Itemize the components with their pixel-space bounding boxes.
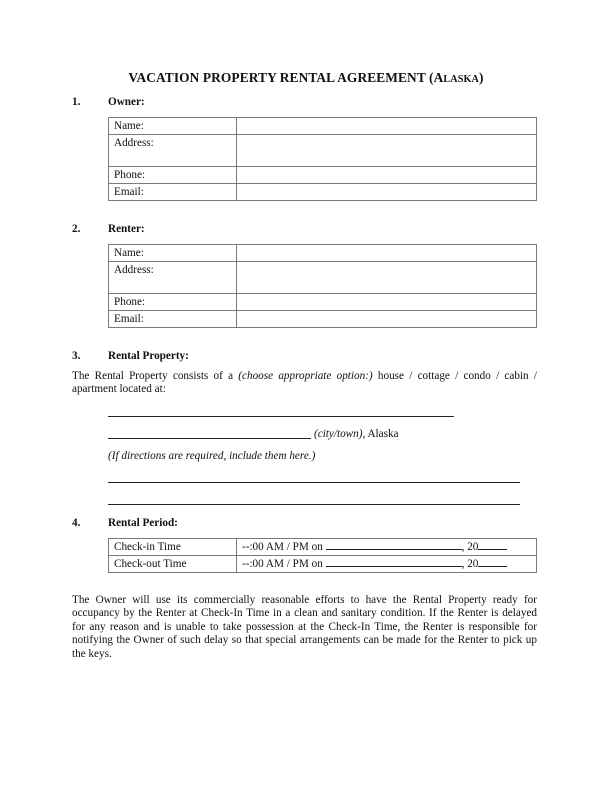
checkin-time-text: --:00 AM / PM on — [242, 541, 323, 553]
city-town-label: (city/town), — [314, 428, 366, 440]
rental-period-table — [108, 538, 537, 573]
directions-line-2[interactable] — [108, 504, 520, 505]
checkout-year-blank[interactable] — [478, 556, 507, 567]
section-2-number: 2. — [72, 223, 81, 235]
owner-heading: Owner: — [108, 96, 145, 108]
renter-phone-label: Phone: — [109, 294, 237, 311]
owner-phone-label: Phone: — [109, 167, 237, 184]
checkin-paragraph: The Owner will use its commercially reasonable efforts to have the Rental Property ready for occupancy by the Renter at Check-In Time in a clean and sanitary condition. If the Renter is delayed for any reason and is unable to take possession at the Check-In Time, the Renter is responsible for notifying the Owner of such delay so that special arrangements can be made for the Renter to pick up the keys. — [72, 594, 537, 660]
renter-email-label: Email: — [109, 311, 237, 328]
renter-address-row — [109, 262, 537, 294]
owner-email-row — [109, 184, 537, 201]
document-title — [0, 70, 612, 86]
owner-email-label: Email: — [109, 184, 237, 201]
renter-heading: Renter: — [108, 223, 145, 235]
checkin-year-prefix: , 20 — [461, 541, 479, 553]
owner-table — [108, 117, 537, 201]
owner-phone-field[interactable] — [237, 167, 537, 184]
owner-name-field[interactable] — [237, 118, 537, 135]
checkout-label: Check-out Time — [109, 556, 237, 573]
property-intro: The Rental Property consists of a — [72, 370, 239, 382]
renter-address-label: Address: — [109, 262, 237, 294]
checkin-field[interactable] — [237, 539, 537, 556]
directions-note: (If directions are required, include them here.) — [108, 450, 316, 462]
title-state-rest: LASKA — [443, 74, 480, 85]
renter-email-row — [109, 311, 537, 328]
checkin-year-blank[interactable] — [478, 539, 507, 550]
renter-name-field[interactable] — [237, 245, 537, 262]
section-1-number: 1. — [72, 96, 81, 108]
renter-phone-field[interactable] — [237, 294, 537, 311]
property-instruction: (choose appropriate option:) — [238, 370, 373, 382]
checkout-year-prefix: , 20 — [461, 558, 479, 570]
renter-name-row — [109, 245, 537, 262]
checkout-time-text: --:00 AM / PM on — [242, 558, 323, 570]
checkin-row — [109, 539, 537, 556]
renter-email-field[interactable] — [237, 311, 537, 328]
checkout-field[interactable] — [237, 556, 537, 573]
checkin-date-blank[interactable] — [326, 539, 462, 550]
state-label: Alaska — [365, 428, 399, 440]
directions-line-1[interactable] — [108, 482, 520, 483]
owner-name-row — [109, 118, 537, 135]
owner-address-label: Address: — [109, 135, 237, 167]
title-main: VACATION PROPERTY RENTAL AGREEMENT ( — [128, 70, 434, 85]
owner-name-label: Name: — [109, 118, 237, 135]
property-description — [72, 370, 537, 397]
renter-table — [108, 244, 537, 328]
renter-address-field[interactable] — [237, 262, 537, 294]
owner-address-field[interactable] — [237, 135, 537, 167]
city-state-label — [314, 428, 399, 440]
checkout-row — [109, 556, 537, 573]
section-4-number: 4. — [72, 517, 81, 529]
section-3-number: 3. — [72, 350, 81, 362]
title-close: ) — [479, 70, 484, 85]
property-city-line[interactable] — [108, 438, 311, 439]
property-address-line[interactable] — [108, 416, 454, 417]
period-heading: Rental Period: — [108, 517, 178, 529]
owner-email-field[interactable] — [237, 184, 537, 201]
property-type-options: house / cottage / condo / cabin / apartment located at: — [72, 370, 537, 396]
renter-phone-row — [109, 294, 537, 311]
owner-address-row — [109, 135, 537, 167]
renter-name-label: Name: — [109, 245, 237, 262]
property-heading: Rental Property: — [108, 350, 189, 362]
owner-phone-row — [109, 167, 537, 184]
checkin-label: Check-in Time — [109, 539, 237, 556]
title-state-initial: A — [433, 70, 444, 85]
checkout-date-blank[interactable] — [326, 556, 462, 567]
